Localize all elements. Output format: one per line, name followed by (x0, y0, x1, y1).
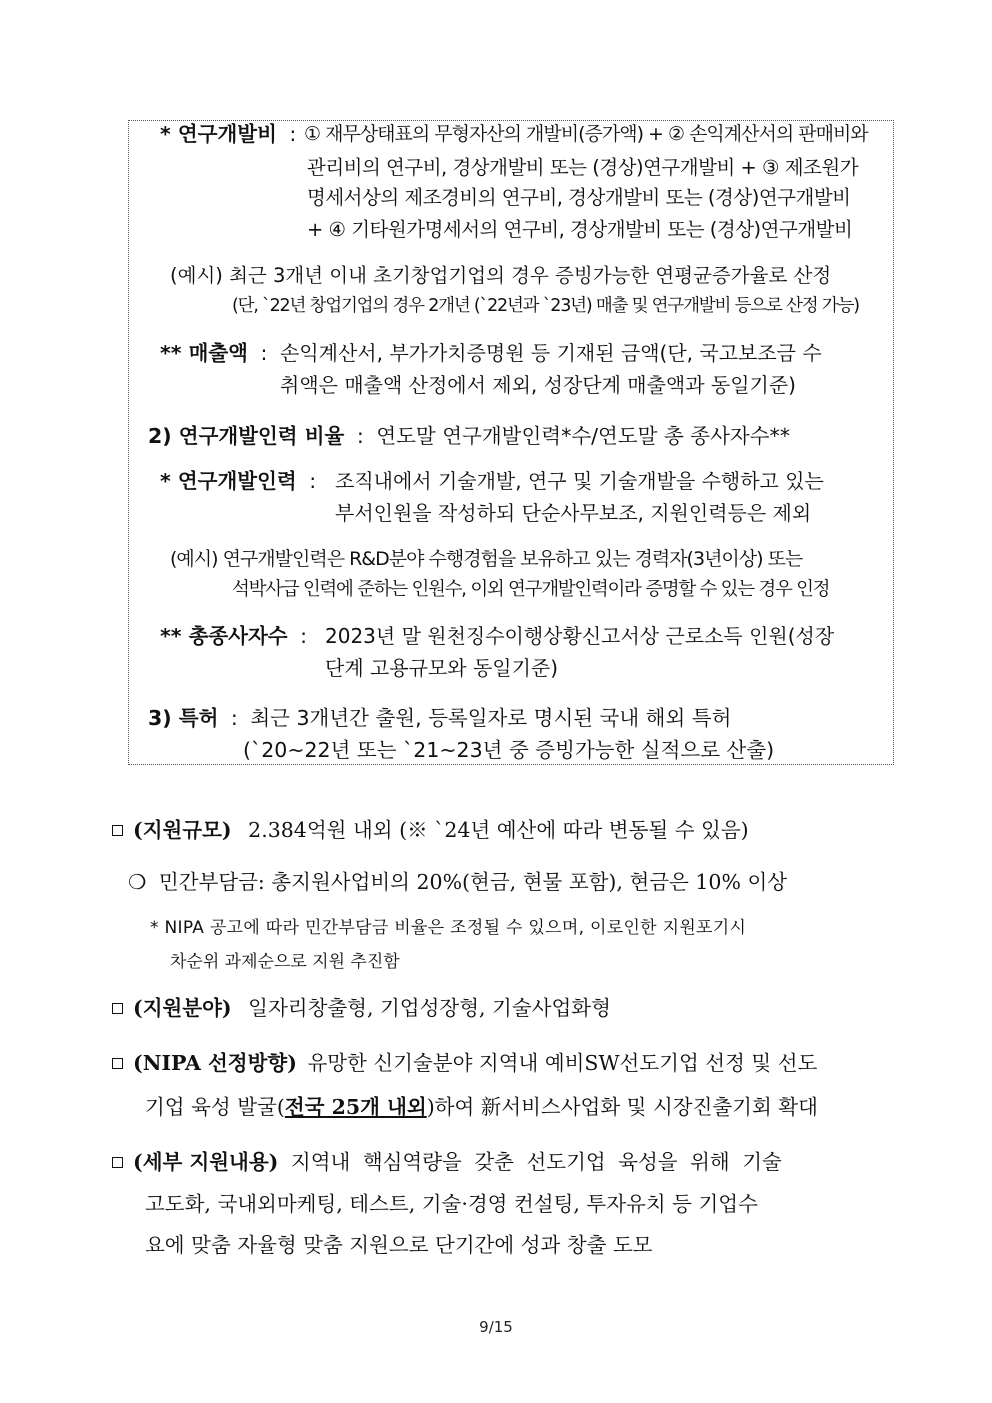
example1-line2: (단, `22년 창업기업의 경우 2개년 (`22년과 `23년) 매출 및 연구개발비 등으로 산정 가능) (232, 296, 859, 316)
direction-row (112, 1051, 817, 1075)
note-line2: 차순위 과제순으로 지원 추진함 (170, 952, 400, 972)
personnel-sep: : (309, 469, 317, 493)
direction-line2 (145, 1095, 818, 1119)
sales-line2: 취액은 매출액 산정에서 제외, 성장단계 매출액과 동일기준) (280, 373, 796, 397)
scale-row (112, 818, 749, 842)
detail-label: (세부 지원내용) (133, 1150, 279, 1174)
direction-line2-post: )하여 新서비스사업화 및 시장진출기회 확대 (426, 1095, 818, 1119)
employees-label: ** 총종사자수 (160, 624, 288, 648)
sales-line1: 손익계산서, 부가가치증명원 등 기재된 금액(단, 국고보조금 수 (280, 341, 822, 365)
ratio-sep: : (356, 424, 364, 448)
personnel-line2: 부서인원을 작성하되 단순사무보조, 지원인력등은 제외 (335, 501, 812, 525)
sales-label: ** 매출액 (160, 341, 248, 365)
rd-cost-line2: 관리비의 연구비, 경상개발비 또는 (경상)연구개발비 + ③ 제조원가 (307, 156, 859, 179)
burden-text: 민간부담금: 총지원사업비의 20%(현금, 현물 포함), 현금은 10% 이상 (158, 870, 788, 894)
detail-line1: 지역내 핵심역량을 갖춘 선도기업 육성을 위해 기술 (290, 1150, 782, 1174)
example2-line2: 석박사급 인력에 준하는 인원수, 이외 연구개발인력이라 증명할 수 있는 경우 인정 (232, 579, 830, 600)
employees-line2: 단계 고용규모와 동일기준) (325, 656, 559, 680)
field-row (112, 996, 611, 1020)
scale-text: 2.384억원 내외 (※ `24년 예산에 따라 변동될 수 있음) (248, 818, 749, 842)
patent-line1: 최근 3개년간 출원, 등록일자로 명시된 국내 해외 특허 (250, 706, 732, 730)
rd-cost-line4: + ④ 기타원가명세서의 연구비, 경상개발비 또는 (경상)연구개발비 (307, 218, 853, 241)
scale-label: (지원규모) (133, 818, 232, 842)
rd-cost-sep: : (289, 122, 297, 146)
example1-line1: (예시) 최근 3개년 이내 초기창업기업의 경우 증빙가능한 연평균증가율로 산정 (170, 264, 832, 287)
rd-cost-label: * 연구개발비 (160, 122, 277, 146)
personnel-label-row (160, 469, 316, 493)
field-label: (지원분야) (133, 996, 232, 1020)
square-bullet-icon (112, 1157, 123, 1168)
rd-cost-label-row (160, 122, 296, 146)
employees-sep: : (300, 624, 308, 648)
ratio-label: 2) 연구개발인력 비율 (148, 424, 345, 448)
patent-label: 3) 특허 (148, 706, 219, 730)
personnel-label: * 연구개발인력 (160, 469, 297, 493)
patent-line2: (`20~22년 또는 `21~23년 중 증빙가능한 실적으로 산출) (243, 738, 775, 762)
detail-line3: 요에 맞춤 자율형 맞춤 지원으로 단기간에 성과 창출 도모 (145, 1233, 653, 1257)
rd-cost-line1: ① 재무상태표의 무형자산의 개발비(증가액) + ② 손익계산서의 판매비와 (304, 123, 868, 145)
direction-line1: 유망한 신기술분야 지역내 예비SW선도기업 선정 및 선도 (307, 1051, 818, 1075)
square-bullet-icon (112, 1003, 123, 1014)
patent-label-row (148, 706, 731, 730)
direction-label: (NIPA 선정방향) (133, 1051, 297, 1075)
ratio-text: 연도말 연구개발인력*수/연도말 총 종사자수** (376, 424, 790, 448)
square-bullet-icon (112, 825, 123, 836)
field-text: 일자리창출형, 기업성장형, 기술사업화형 (248, 996, 611, 1020)
detail-line2: 고도화, 국내외마케팅, 테스트, 기술·경영 컨설팅, 투자유치 등 기업수 (145, 1192, 758, 1216)
direction-emphasis: 전국 25개 내외 (284, 1095, 427, 1119)
rd-cost-line3: 명세서상의 제조경비의 연구비, 경상개발비 또는 (경상)연구개발비 (307, 186, 851, 209)
ratio-row (148, 424, 790, 448)
detail-row (112, 1150, 782, 1174)
note-line1: * NIPA 공고에 따라 민간부담금 비율은 조정될 수 있으며, 이로인한 지원포기시 (150, 918, 747, 938)
employees-label-row (160, 624, 307, 648)
employees-line1: 2023년 말 원천징수이행상황신고서상 근로소득 인원(성장 (325, 624, 835, 648)
patent-sep: : (230, 706, 238, 730)
page-number: 9/15 (479, 1318, 513, 1336)
sales-label-row (160, 341, 267, 365)
burden-row (128, 870, 787, 894)
circle-bullet-icon: ❍ (128, 870, 147, 894)
direction-line2-pre: 기업 육성 발굴( (145, 1095, 285, 1119)
sales-sep: : (260, 341, 268, 365)
square-bullet-icon (112, 1058, 123, 1069)
example2-line1: (예시) 연구개발인력은 R&D분야 수행경험을 보유하고 있는 경력자(3년이상) 또는 (170, 548, 803, 570)
personnel-line1: 조직내에서 기술개발, 연구 및 기술개발을 수행하고 있는 (335, 469, 824, 493)
